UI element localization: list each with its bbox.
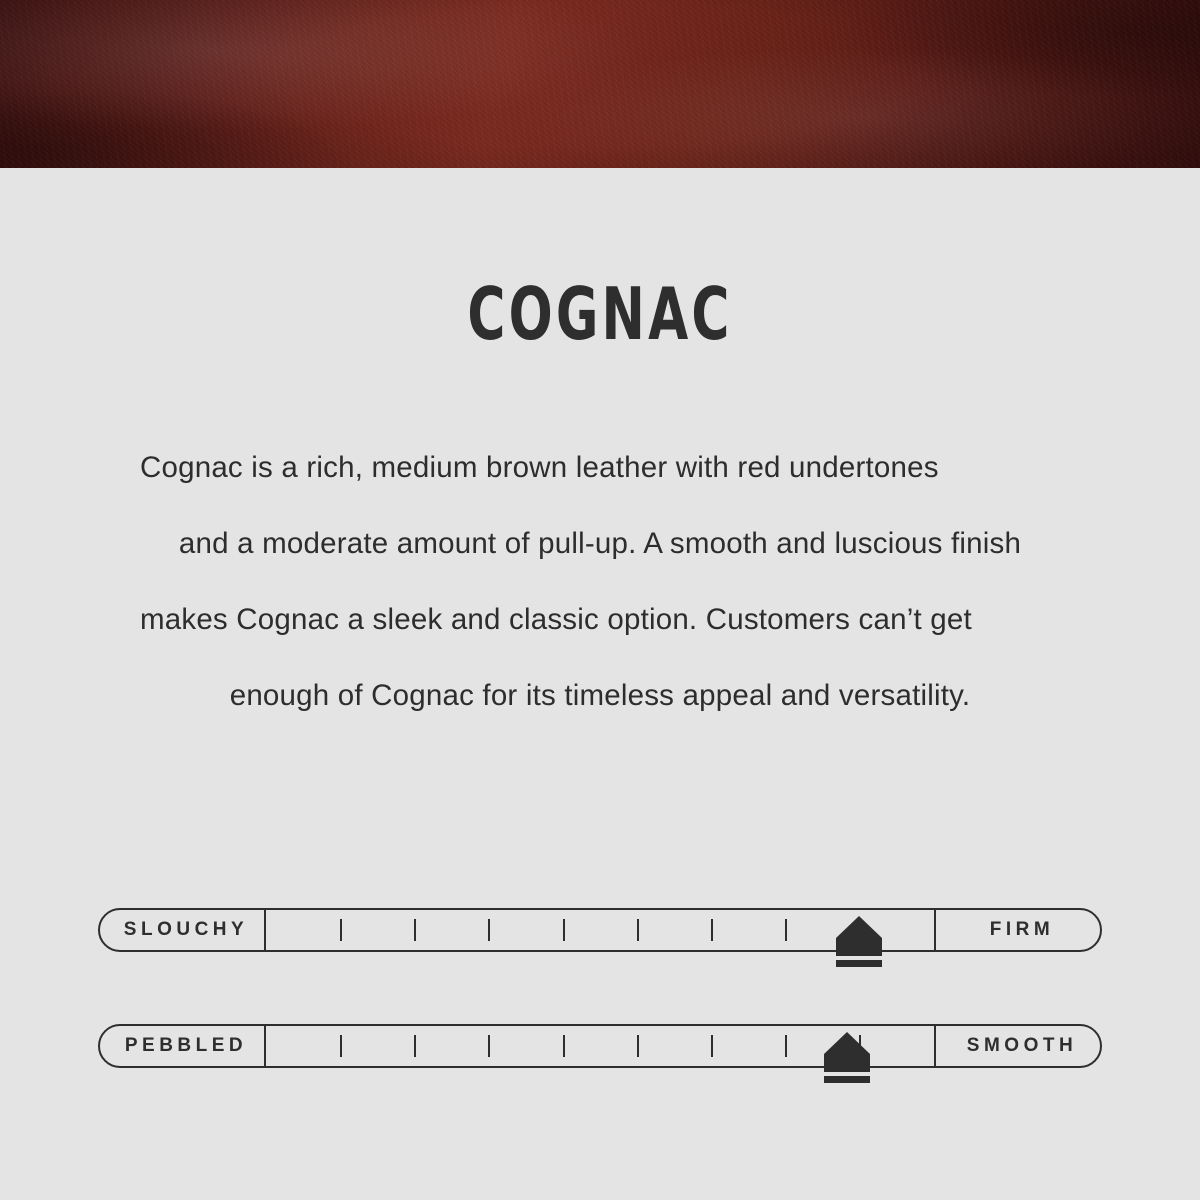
scale-tick [414, 1035, 416, 1057]
scale-tick [785, 919, 787, 941]
page-title: COGNAC [467, 272, 733, 356]
marker-body [824, 1054, 870, 1072]
marker-foot [836, 960, 882, 967]
leather-swatch-image [0, 0, 1200, 168]
leather-vignette [0, 0, 1200, 168]
description-line [140, 582, 1060, 658]
description-line [140, 658, 1060, 734]
marker-foot [824, 1076, 870, 1083]
marker-head-icon [836, 916, 882, 938]
scale-ticks [266, 1024, 934, 1068]
scale-right-label: SMOOTH [934, 1024, 1102, 1068]
scale-firmness[interactable] [98, 908, 1102, 952]
scale-tick [563, 1035, 565, 1057]
scale-tick [711, 919, 713, 941]
scale-tick [340, 1035, 342, 1057]
scale-tick [711, 1035, 713, 1057]
description-line-text: enough of Cognac for its timeless appeal and versatility. [229, 679, 971, 712]
scale-tick [785, 1035, 787, 1057]
attribute-scales [98, 908, 1102, 1140]
description-line [140, 506, 1060, 582]
description-line-text: Cognac is a rich, medium brown leather with red undertones [140, 451, 939, 484]
scale-tick [637, 1035, 639, 1057]
scale-ticks [266, 908, 934, 952]
description-line [140, 430, 1060, 506]
scale-marker-firmness[interactable] [836, 916, 882, 967]
marker-head-icon [824, 1032, 870, 1054]
scale-marker-texture[interactable] [824, 1032, 870, 1083]
description-line-text: and a moderate amount of pull-up. A smooth and luscious finish [178, 527, 1022, 560]
scale-left-label: PEBBLED [98, 1024, 266, 1068]
description-line-text: makes Cognac a sleek and classic option. Customers can’t get [140, 603, 972, 636]
scale-tick [637, 919, 639, 941]
scale-texture[interactable] [98, 1024, 1102, 1068]
scale-tick [414, 919, 416, 941]
scale-tick [488, 919, 490, 941]
scale-tick [488, 1035, 490, 1057]
scale-left-label: SLOUCHY [98, 908, 266, 952]
scale-tick [340, 919, 342, 941]
scale-tick [563, 919, 565, 941]
scale-right-label: FIRM [934, 908, 1102, 952]
marker-body [836, 938, 882, 956]
description-text [140, 430, 1060, 734]
